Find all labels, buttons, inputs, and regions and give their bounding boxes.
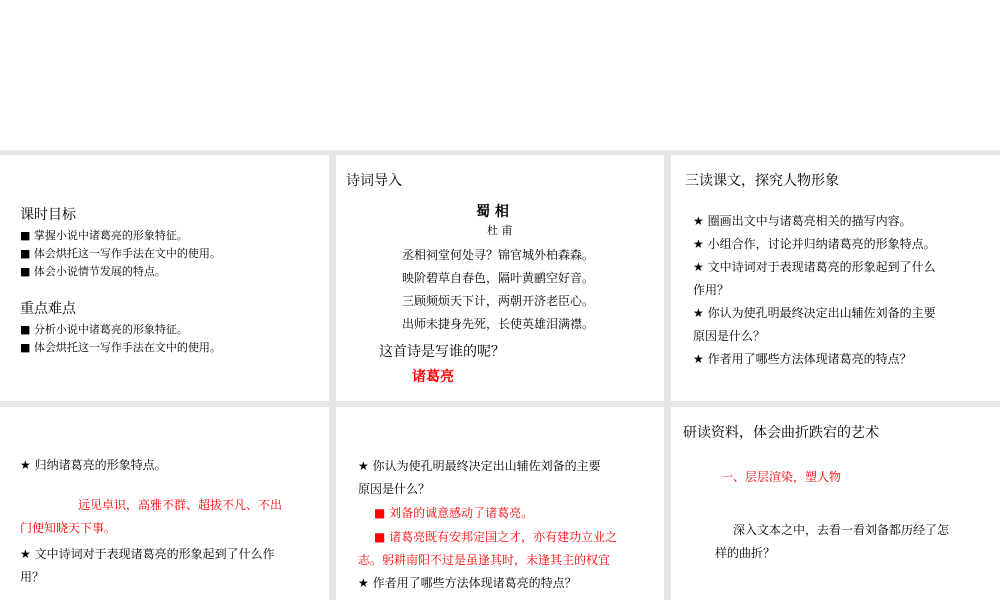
decision-answer-1: ■ 刘备的诚意感动了诸葛亮。 (374, 506, 534, 520)
decision-question-2: 原因是什么？ (358, 482, 431, 496)
decision-answer-2: ■ 诸葛亮既有安邦定国之才，亦有建功立业之 (374, 530, 618, 544)
poem-line-1: 丞相祠堂何处寻？锦官城外柏森森。 (402, 248, 595, 262)
character-study-heading: 三读课文，探究人物形象 (685, 173, 839, 189)
slide-panel-poem-intro[interactable] (336, 155, 664, 401)
key-difficulties-item-1: ■ 分析小说中诸葛亮的形象特征。 (20, 323, 188, 336)
character-study-line-5: ★ 你认为使孔明最终决定出山辅佐刘备的主要 (693, 306, 936, 320)
course-goals-item-3: ■ 体会小说情节发展的特点。 (20, 265, 166, 278)
poem-intro-heading: 诗词导入 (346, 173, 402, 189)
decision-answer-3: 志。躬耕南阳不过是虽逢其时，未逢其主的权宜 (358, 553, 611, 567)
character-study-line-4: 作用？ (693, 283, 730, 297)
decision-question-1: ★ 你认为使孔明最终决定出山辅佐刘备的主要 (358, 459, 601, 473)
image-traits-poem-question-2: 用？ (20, 570, 45, 584)
poem-answer: 诸葛亮 (412, 369, 454, 385)
slide-panel-course-goals[interactable] (0, 155, 329, 401)
key-difficulties-item-2: ■ 体会烘托这一写作手法在文中的使用。 (20, 341, 221, 354)
reading-materials-subheading: 一、层层渲染，塑人物 (721, 470, 842, 484)
character-study-line-6: 原因是什么？ (693, 329, 766, 343)
poem-author: 杜 甫 (487, 224, 513, 237)
slide-panel-reading-materials[interactable] (671, 407, 1000, 600)
character-study-line-3: ★ 文中诗词对于表现诸葛亮的形象起到了什么 (693, 260, 936, 274)
image-traits-question: ★ 归纳诸葛亮的形象特点。 (20, 458, 167, 472)
character-study-line-7: ★ 作者用了哪些方法体现诸葛亮的特点？ (693, 352, 912, 366)
poem-question: 这首诗是写谁的呢？ (379, 344, 505, 360)
poem-line-2: 映阶碧草自春色，隔叶黄鹂空好音。 (402, 271, 595, 285)
course-goals-heading: 课时目标 (20, 207, 76, 223)
decision-question-3: ★ 作者用了哪些方法体现诸葛亮的特点？ (358, 576, 577, 590)
image-traits-answer-1: 远见卓识，高雅不群、超拔不凡、不出 (78, 498, 283, 512)
poem-line-3: 三顾频烦天下计，两朝开济老臣心。 (402, 294, 595, 308)
slide-panel-decision-reasons[interactable] (336, 407, 664, 600)
slide-panel-image-traits[interactable] (0, 407, 329, 600)
image-traits-poem-question-1: ★ 文中诗词对于表现诸葛亮的形象起到了什么作 (20, 547, 275, 561)
image-traits-answer-2: 门便知晓天下事。 (20, 521, 117, 535)
reading-materials-heading: 研读资料，体会曲折跌宕的艺术 (683, 425, 879, 441)
course-goals-item-1: ■ 掌握小说中诸葛亮的形象特征。 (20, 229, 188, 242)
character-study-line-1: ★ 圈画出文中与诸葛亮相关的描写内容。 (693, 214, 912, 228)
character-study-line-2: ★ 小组合作，讨论并归纳诸葛亮的形象特点。 (693, 237, 936, 251)
course-goals-item-2: ■ 体会烘托这一写作手法在文中的使用。 (20, 247, 221, 260)
poem-title: 蜀 相 (476, 204, 509, 220)
slide-panel-character-study[interactable] (671, 155, 1000, 401)
right-column-separator (664, 150, 671, 600)
key-difficulties-heading: 重点难点 (20, 301, 76, 317)
left-column-separator (329, 150, 336, 600)
poem-line-4: 出师未捷身先死，长使英雄泪满襟。 (402, 317, 595, 331)
reading-materials-text-1: 深入文本之中，去看一看刘备都历经了怎 (733, 523, 950, 537)
reading-materials-text-2: 样的曲折？ (715, 546, 776, 560)
